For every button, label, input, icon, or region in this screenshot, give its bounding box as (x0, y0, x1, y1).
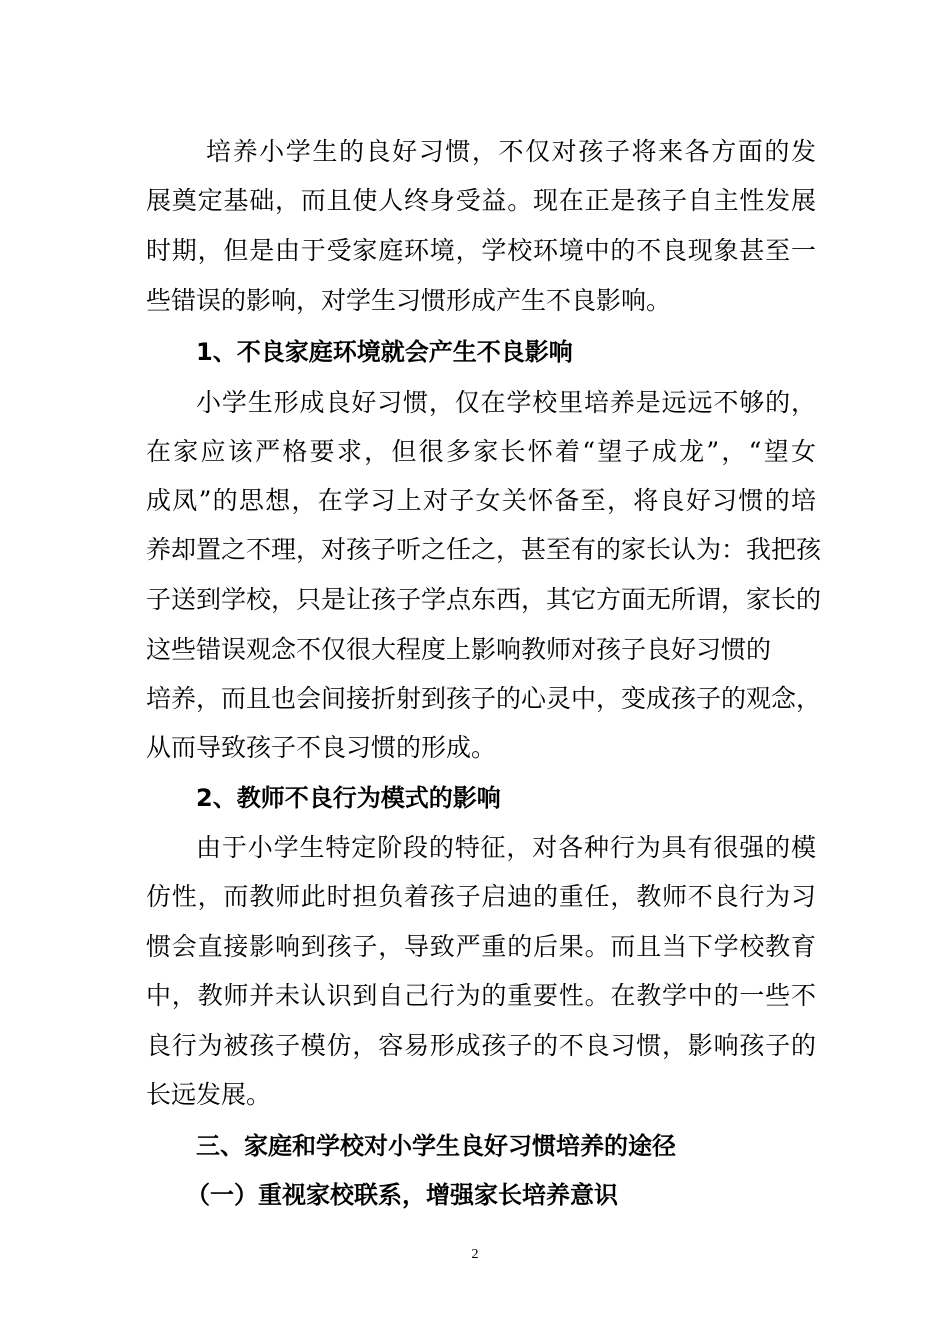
para1-line-8: 从而导致孩子不良习惯的形成。 (146, 733, 497, 762)
para1-line-6: 这些错误观念不仅很大程度上影响教师对孩子良好习惯的 (146, 635, 772, 664)
para1-line-2: 在家应该严格要求，但很多家长怀着“望子成龙”，“望女 (146, 437, 816, 466)
para2-line-5: 良行为被孩子模仿，容易形成孩子的不良习惯，影响孩子的 (146, 1031, 816, 1060)
intro-line-2: 展奠定基础，而且使人终身受益。现在正是孩子自主性发展 (146, 186, 816, 215)
para1-line-1: 小学生形成良好习惯，仅在学校里培养是远远不够的， (196, 388, 816, 417)
para1-line-7: 培养，而且也会间接折射到孩子的心灵中，变成孩子的观念， (146, 684, 822, 713)
para2-line-4: 中，教师并未认识到自己行为的重要性。在教学中的一些不 (146, 981, 816, 1010)
para2-line-1: 由于小学生特定阶段的特征，对各种行为具有很强的模 (196, 833, 816, 862)
para1-line-3: 成凤”的思想，在学习上对子女关怀备至，将良好习惯的培 (146, 486, 816, 515)
para1-line-5: 子送到学校，只是让孩子学点东西，其它方面无所谓，家长的 (146, 585, 822, 614)
intro-line-4: 些错误的影响，对学生习惯形成产生不良影响。 (146, 286, 672, 315)
subsection-heading-1: （一）重视家校联系，增强家长培养意识 (186, 1181, 618, 1209)
intro-line-1: 培养小学生的良好习惯，不仅对孩子将来各方面的发 (206, 137, 816, 166)
section-heading-3: 三、家庭和学校对小学生良好习惯培养的途径 (196, 1132, 676, 1160)
para2-line-6: 长远发展。 (146, 1080, 272, 1109)
section-heading-1: 1、不良家庭环境就会产生不良影响 (196, 338, 573, 366)
para1-line-4: 养却置之不理，对孩子听之任之，甚至有的家长认为：我把孩 (146, 535, 822, 564)
intro-line-3: 时期，但是由于受家庭环境，学校环境中的不良现象甚至一 (146, 236, 816, 265)
para2-line-3: 惯会直接影响到孩子，导致严重的后果。而且当下学校教育 (146, 932, 816, 961)
page-number: 2 (471, 1247, 479, 1262)
section-heading-2: 2、教师不良行为模式的影响 (196, 784, 501, 812)
para2-line-2: 仿性，而教师此时担负着孩子启迪的重任，教师不良行为习 (146, 882, 816, 911)
